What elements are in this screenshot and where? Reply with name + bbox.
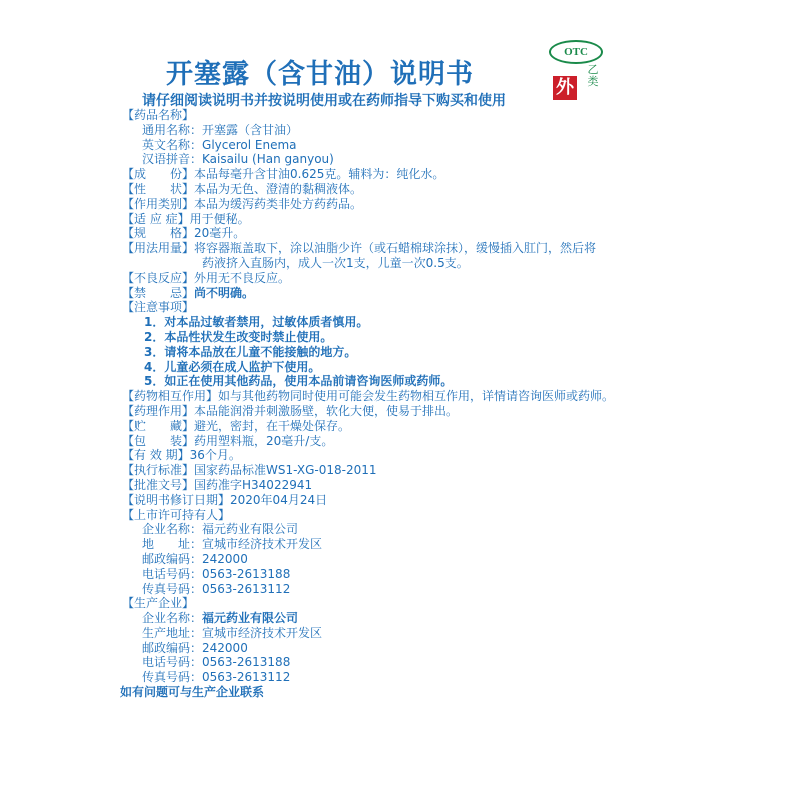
mfr-fax-label: 传真号码： (142, 670, 203, 685)
revision-row (122, 493, 682, 508)
approval-value: 国药准字H34022941 (194, 477, 313, 492)
mfr-address-label: 生产地址： (142, 625, 203, 640)
revision-label: 【说明书修订日期】 (122, 492, 231, 507)
holder-postcode-value: 242000 (202, 551, 248, 566)
pharm-value: 本品能润滑并刺激肠壁，软化大便，使易于排出。 (194, 403, 459, 418)
validity-value: 36个月。 (189, 448, 241, 463)
mfr-company-value: 福元药业有限公司 (202, 611, 299, 626)
holder-fax-label: 传真号码： (142, 581, 203, 596)
precautions-heading: 【注意事项】 (122, 300, 195, 315)
adverse-value: 外用无不良反应。 (194, 270, 291, 285)
holder-phone-label: 电话号码： (142, 566, 203, 581)
holder-heading: 【上市许可持有人】 (122, 507, 231, 522)
holder-address-row (122, 537, 682, 552)
precaution-item: 4．儿童必须在成人监护下使用。 (144, 359, 321, 374)
otc-class-char-1: 乙 (587, 63, 599, 76)
contra-label: 【禁 忌】 (122, 285, 195, 300)
document-body (122, 108, 682, 700)
indication-value: 用于便秘。 (189, 211, 250, 226)
otc-class-char-2: 类 (587, 75, 599, 88)
english-name-row (122, 138, 682, 153)
standard-label: 【执行标准】 (122, 463, 195, 478)
mfr-postcode-value: 242000 (202, 640, 248, 655)
indication-label: 【适 应 症】 (122, 211, 190, 226)
usage-label: 【用法用量】 (122, 241, 195, 256)
holder-company-label: 企业名称： (142, 522, 203, 537)
usage-value-line-1: 将容器瓶盖取下，涂以油脂少许（或石蜡棉球涂抹），缓慢插入肛门，然后将 (194, 241, 597, 256)
category-row (122, 197, 682, 212)
mfr-phone-row (122, 655, 682, 670)
pharm-row (122, 404, 682, 419)
indication-row (122, 212, 682, 227)
precaution-item: 1．对本品过敏者禁用，过敏体质者慎用。 (144, 315, 369, 330)
footer-note: 如有问题可与生产企业联系 (120, 685, 265, 700)
english-name-value: Glycerol Enema (202, 137, 297, 152)
category-label: 【作用类别】 (122, 196, 195, 211)
validity-label: 【有 效 期】 (122, 448, 190, 463)
common-name-value: 开塞露（含甘油） (202, 122, 299, 137)
validity-row (122, 448, 682, 463)
spec-row (122, 226, 682, 241)
mfr-phone-label: 电话号码： (142, 655, 203, 670)
package-row (122, 434, 682, 449)
pinyin-label: 汉语拼音： (142, 152, 203, 167)
spec-value: 20毫升。 (194, 226, 246, 241)
contra-value: 尚不明确。 (194, 285, 255, 300)
mfr-postcode-label: 邮政编码： (142, 640, 203, 655)
precaution-item: 5．如正在使用其他药品，使用本品前请咨询医师或药师。 (144, 374, 453, 389)
category-value: 本品为缓泻药类非处方药药品。 (194, 196, 363, 211)
holder-phone-row (122, 567, 682, 582)
ingredients-label: 【成 份】 (122, 167, 195, 182)
mfr-company-row (122, 611, 682, 626)
otc-label: OTC (549, 40, 603, 64)
common-name-row (122, 123, 682, 138)
mfr-fax-row (122, 670, 682, 685)
approval-label: 【批准文号】 (122, 477, 195, 492)
interaction-label: 【药物相互作用】 (122, 389, 219, 404)
precaution-item: 3．请将本品放在儿童不能接触的地方。 (144, 344, 357, 359)
adverse-row (122, 271, 682, 286)
appearance-row (122, 182, 682, 197)
adverse-label: 【不良反应】 (122, 270, 195, 285)
usage-row (122, 241, 682, 256)
package-value: 药用塑料瓶，20毫升/支。 (194, 433, 334, 448)
standard-row (122, 463, 682, 478)
precaution-item: 2．本品性状发生改变时禁止使用。 (144, 329, 333, 344)
mfr-fax-value: 0563-2613112 (202, 670, 291, 685)
holder-postcode-row (122, 552, 682, 567)
pharm-label: 【药理作用】 (122, 403, 195, 418)
mfr-address-row (122, 626, 682, 641)
holder-fax-value: 0563-2613112 (202, 581, 291, 596)
holder-postcode-label: 邮政编码： (142, 551, 203, 566)
manufacturer-heading: 【生产企业】 (122, 596, 195, 611)
subtitle: 请仔细阅读说明书并按说明使用或在药师指导下购买和使用 (142, 93, 506, 109)
holder-address-value: 宣城市经济技术开发区 (202, 537, 323, 552)
contra-row (122, 286, 682, 301)
usage-row-cont: 药液挤入直肠内，成人一次1支，儿童一次0.5支。 (202, 255, 469, 270)
drug-name-heading: 【药品名称】 (122, 108, 195, 122)
pinyin-row (122, 152, 682, 167)
appearance-label: 【性 状】 (122, 181, 195, 196)
revision-value: 2020年04月24日 (230, 492, 328, 507)
external-use-badge: 外 (553, 76, 577, 100)
storage-value: 避光，密封，在干燥处保存。 (194, 418, 351, 433)
package-label: 【包 装】 (122, 433, 195, 448)
common-name-label: 通用名称： (142, 122, 203, 137)
ingredients-value: 本品每毫升含甘油0.625克。辅料为：纯化水。 (194, 167, 445, 182)
spec-label: 【规 格】 (122, 226, 195, 241)
approval-row (122, 478, 682, 493)
english-name-label: 英文名称： (142, 137, 203, 152)
pinyin-value: Kaisailu (Han ganyou) (202, 152, 334, 167)
interaction-value: 如与其他药物同时使用可能会发生药物相互作用，详情请咨询医师或药师。 (218, 389, 615, 404)
holder-fax-row (122, 582, 682, 597)
storage-row (122, 419, 682, 434)
standard-value: 国家药品标准WS1-XG-018-2011 (194, 463, 377, 478)
mfr-postcode-row (122, 641, 682, 656)
holder-address-label: 地 址： (142, 537, 203, 552)
holder-company-row (122, 522, 682, 537)
document-title: 开塞露（含甘油）说明书 (166, 59, 474, 90)
mfr-phone-value: 0563-2613188 (202, 655, 291, 670)
mfr-company-label: 企业名称： (142, 611, 203, 626)
mfr-address-value: 宣城市经济技术开发区 (202, 625, 323, 640)
interaction-row (122, 389, 682, 404)
ingredients-row (122, 167, 682, 182)
storage-label: 【贮 藏】 (122, 418, 195, 433)
holder-company-value: 福元药业有限公司 (202, 522, 299, 537)
holder-phone-value: 0563-2613188 (202, 566, 291, 581)
appearance-value: 本品为无色、澄清的黏稠液体。 (194, 181, 363, 196)
